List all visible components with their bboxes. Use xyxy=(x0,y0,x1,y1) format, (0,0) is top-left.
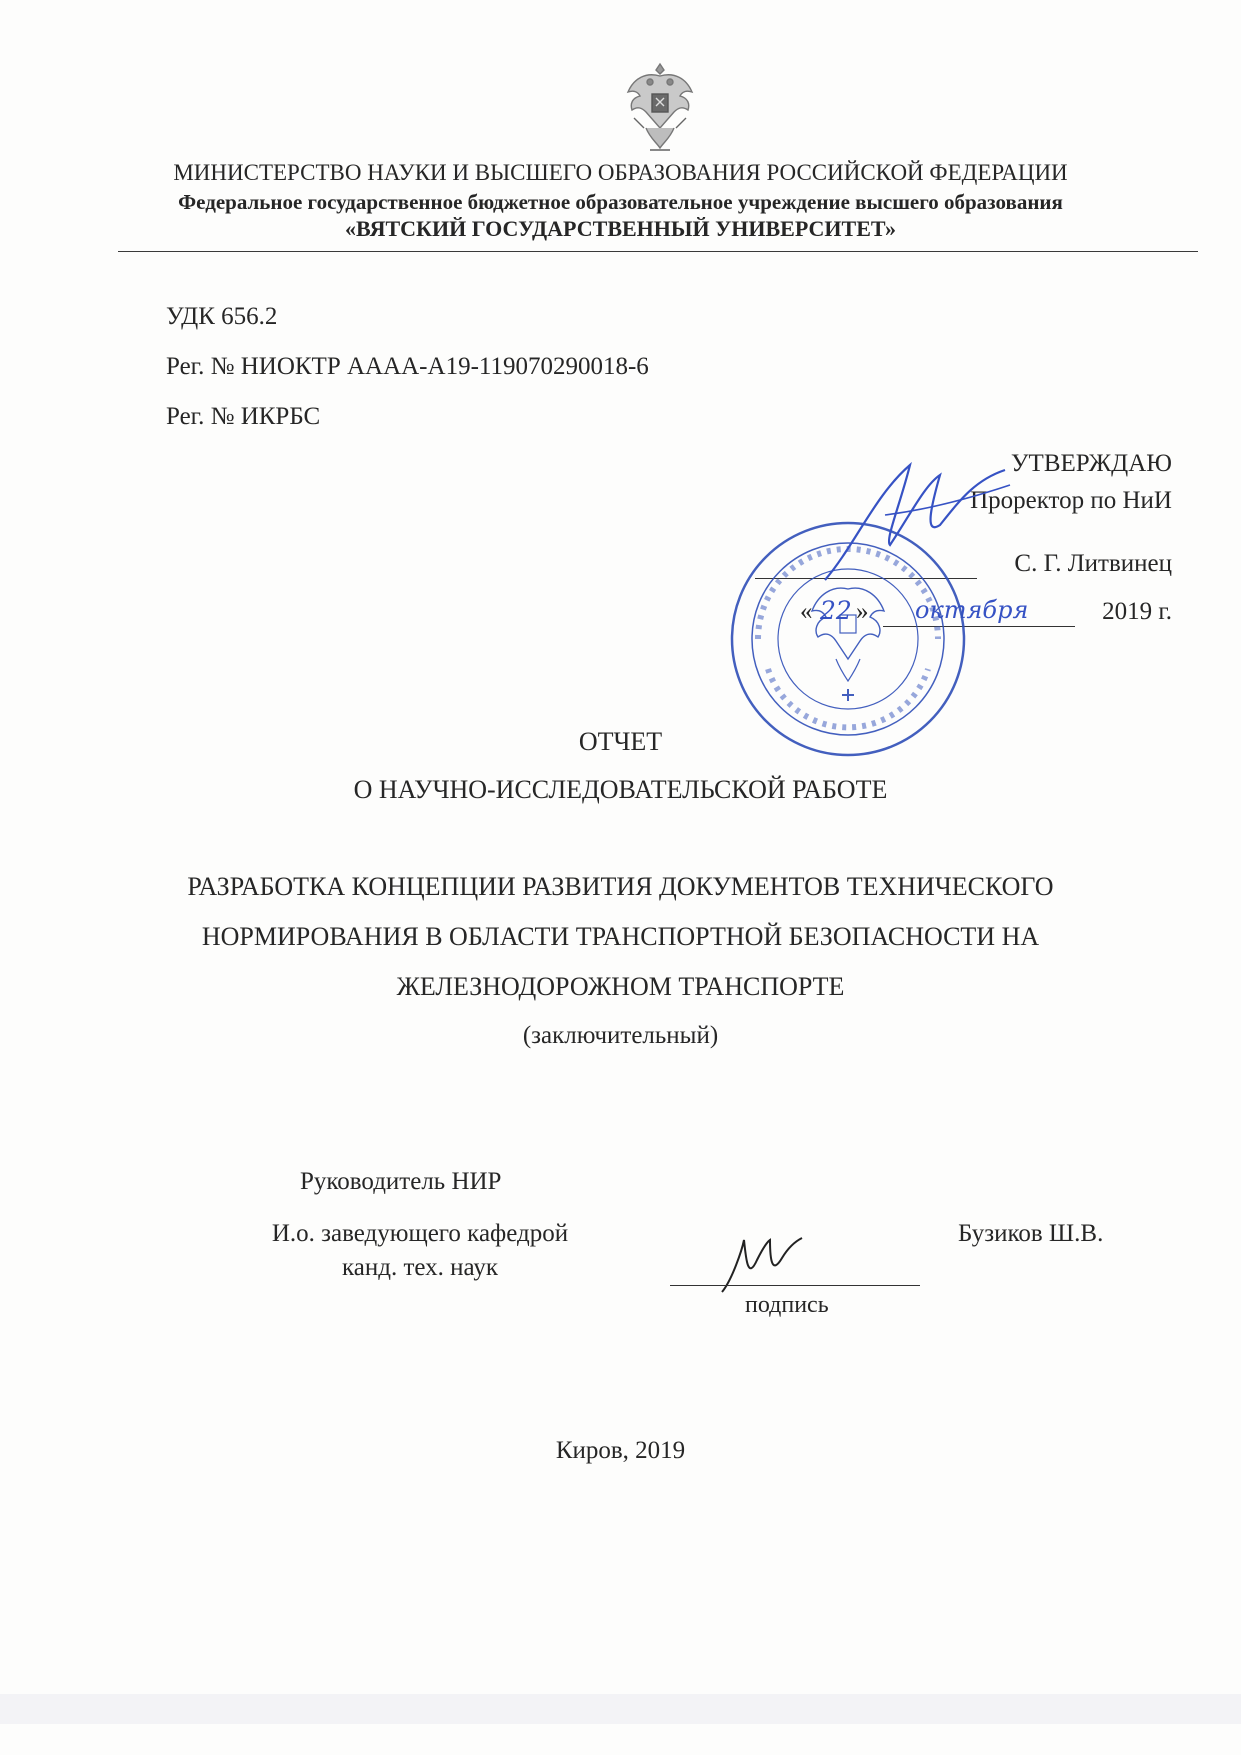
ministry-name: МИНИСТЕРСТВО НАУКИ И ВЫСШЕГО ОБРАЗОВАНИЯ РОССИЙСКОЙ ФЕДЕРАЦИИ xyxy=(173,160,1068,185)
leader-signature-icon xyxy=(712,1230,832,1300)
report-title-line-2: НОРМИРОВАНИЯ В ОБЛАСТИ ТРАНСПОРТНОЙ БЕЗОПАСНОСТИ НА xyxy=(201,922,1040,951)
approver-name: С. Г. Литвинец xyxy=(1014,550,1172,577)
scan-edge-strip xyxy=(0,1694,1241,1724)
approver-position: Проректор по НиИ xyxy=(970,487,1172,514)
date-day: 22 xyxy=(820,596,852,625)
leader-role: Руководитель НИР xyxy=(300,1168,502,1195)
leader-degree: канд. тех. наук xyxy=(341,1254,498,1281)
report-title-line-1: РАЗРАБОТКА КОНЦЕПЦИИ РАЗВИТИЯ ДОКУМЕНТОВ ТЕХНИЧЕСКОГО xyxy=(187,872,1054,901)
leader-position: И.о. заведующего кафедрой xyxy=(271,1220,569,1247)
ikrbs-number: Рег. № ИКРБС xyxy=(166,403,321,430)
university-name: «ВЯТСКИЙ ГОСУДАРСТВЕННЫЙ УНИВЕРСИТЕТ» xyxy=(344,216,896,241)
date-month: октября xyxy=(915,596,1029,624)
report-stage: (заключительный) xyxy=(522,1022,719,1049)
udk-code: УДК 656.2 xyxy=(166,303,278,330)
leader-signature-line xyxy=(670,1285,920,1286)
report-title-line-3: ЖЕЛЕЗНОДОРОЖНОМ ТРАНСПОРТЕ xyxy=(396,972,845,1001)
city-year: Киров, 2019 xyxy=(555,1437,686,1464)
date-year: 2019 г. xyxy=(1102,598,1172,625)
leader-name: Бузиков Ш.В. xyxy=(958,1220,1104,1247)
date-open-quote: « xyxy=(800,598,813,625)
report-subtype: О НАУЧНО-ИССЛЕДОВАТЕЛЬСКОЙ РАБОТЕ xyxy=(353,775,888,804)
institution-type: Федеральное государственное бюджетное образовательное учреждение высшего образования xyxy=(178,190,1063,214)
report-type: ОТЧЕТ xyxy=(578,727,663,756)
date-close-quote: » xyxy=(856,598,869,625)
russian-coat-of-arms-icon xyxy=(620,58,700,154)
approve-word: УТВЕРЖДАЮ xyxy=(1010,450,1172,477)
header-divider xyxy=(118,251,1198,252)
signature-caption: подпись xyxy=(745,1292,829,1318)
handwritten-signature-icon xyxy=(815,455,1015,595)
nioktr-number: Рег. № НИОКТР АААА-А19-119070290018-6 xyxy=(166,353,649,380)
